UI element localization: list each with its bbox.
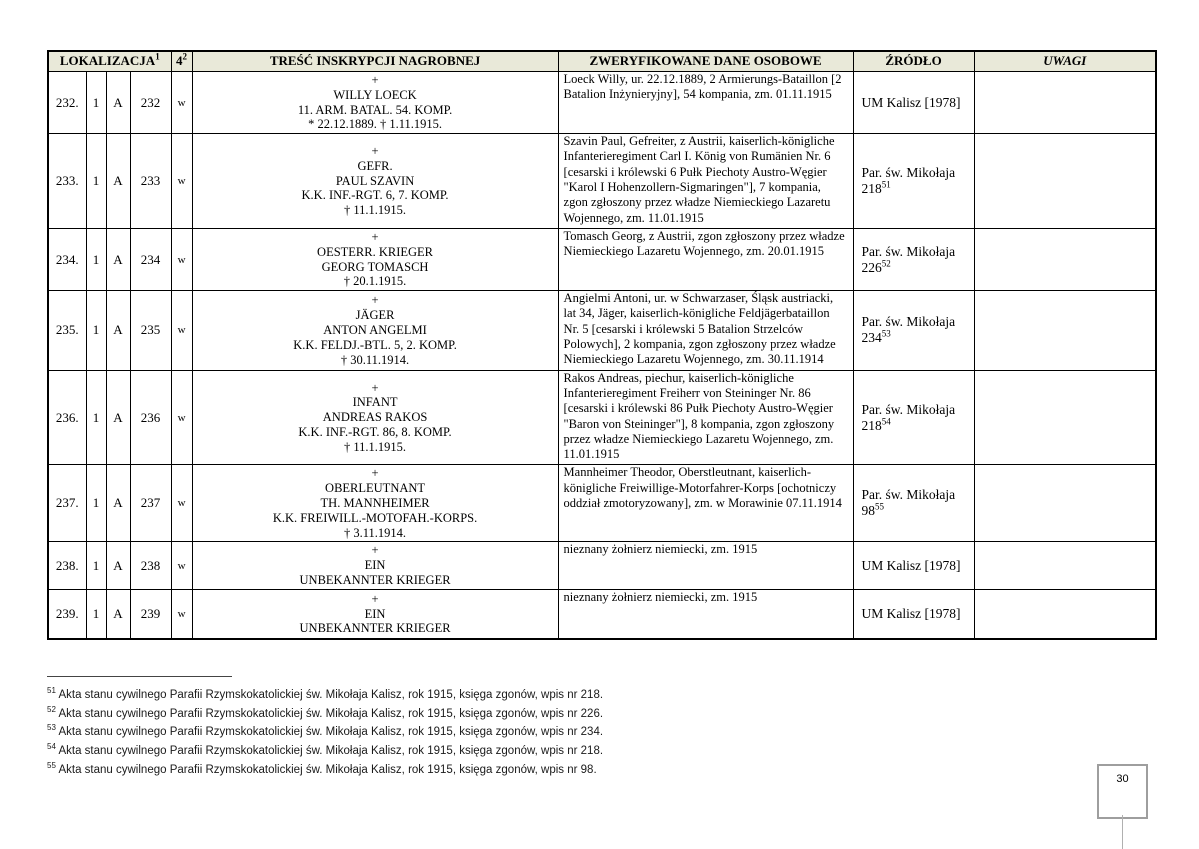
source-text: Par. św. Mikołaja 218 [861,401,956,433]
verified-data-cell: nieznany żołnierz niemiecki, zm. 1915 [558,589,853,639]
marker-type-cell: w [171,72,192,134]
table-row [48,589,1156,639]
location-grave-number-cell: 236 [130,370,171,465]
footnote-number: 54 [47,741,56,751]
location-grave-number-cell: 235 [130,291,171,370]
inscription-line: † 20.1.1915. [343,274,407,289]
header-tresc-inskrypcji: TREŚĆ INSKRYPCJI NAGROBNEJ [192,51,558,72]
table-row [48,370,1156,465]
source-cell [853,228,974,290]
footnote-item [47,703,747,722]
row-number-cell: 238. [48,542,86,589]
inscription-line: † 3.11.1914. [344,525,407,540]
location-grave-number-cell: 239 [130,589,171,639]
verified-data-cell: Szavin Paul, Gefreiter, z Austrii, kaiserlich-königliche Infanterieregiment Carl I. König von Rumänien Nr. 6 [cesarski i królewski 6 Pułk Piechoty Austro-Węgier "Karol I Hohenzollern-Sigmaringen"], 7 kompania, zgon zgłoszony przez władze Niemieckiego Lazaretu Wojennego, zm. 11.01.1915 [558,134,853,229]
inscription-lines [197,73,554,132]
inscription-line: + [371,591,379,606]
inscription-line: GEORG TOMASCH [321,259,429,274]
location-grave-number-cell: 234 [130,228,171,290]
remarks-cell [974,72,1156,134]
location-section-cell: 1 [86,589,106,639]
marker-type-cell: w [171,228,192,290]
footnote-number: 55 [47,760,56,770]
source-text: UM Kalisz [1978] [861,606,961,622]
page-number-box [1097,764,1148,819]
inscription-cell [192,291,558,370]
inscription-line: TH. MANNHEIMER [320,496,430,511]
inscription-line: K.K. INF.-RGT. 86, 8. KOMP. [298,424,452,439]
footnote-text: Akta stanu cywilnego Parafii Rzymskokatolickiej św. Mikołaja Kalisz, rok 1915, księga zgonów, wpis nr 218. [58,688,604,701]
source-text: Par. św. Mikołaja 234 [861,314,956,346]
table-row [48,465,1156,542]
footnote-number: 51 [47,686,56,695]
location-quarter-cell: A [106,589,130,639]
inscription-lines [197,543,554,587]
table-row [48,291,1156,370]
remarks-cell [974,228,1156,290]
remarks-cell [974,134,1156,229]
inscription-cell [192,542,558,589]
inscription-line: EIN [364,558,386,573]
source-footnote-ref: 51 [881,179,891,190]
inscription-line: ANDREAS RAKOS [322,410,428,425]
inscription-lines [197,293,554,367]
inscription-line: + [371,293,379,308]
inscription-cell [192,370,558,465]
remarks-cell [974,589,1156,639]
source-footnote-ref: 55 [875,501,885,512]
inscription-line: † 11.1.1915. [344,439,407,454]
source-footnote-ref: 53 [881,328,891,339]
location-grave-number-cell: 238 [130,542,171,589]
inscription-line: UNBEKANNTER KRIEGER [299,621,451,636]
location-quarter-cell: A [106,370,130,465]
source-text: Par. św. Mikołaja 98 [861,487,956,519]
footnote-item [47,721,747,740]
inscription-lines [197,592,554,636]
inscription-line: + [371,543,379,558]
inscription-line: † 30.11.1914. [340,352,410,367]
inscription-line: EIN [364,606,386,621]
table-header-row [48,51,1156,72]
row-number-cell: 233. [48,134,86,229]
location-quarter-cell: A [106,465,130,542]
source-text: Par. św. Mikołaja 218 [861,165,956,197]
verified-data-cell: Rakos Andreas, piechur, kaiserlich-königliche Infanterieregiment Freiherr von Steininger Nr. 86 [cesarski i królewski 86 Pułk Piechoty Austro-Węgier "Baron von Steininger"], 8 kompania, zgon zgłoszony przez władze Niemieckiego Lazaretu Wojennego, zm. 11.01.1915 [558,370,853,465]
marker-type-cell: w [171,465,192,542]
header-zweryfikowane-dane: ZWERYFIKOWANE DANE OSOBOWE [558,51,853,72]
inscription-line: + [371,466,379,481]
source-cell [853,370,974,465]
footnote-separator-line [47,676,232,677]
inscription-line: WILLY LOECK [333,87,417,102]
row-number-cell: 232. [48,72,86,134]
location-quarter-cell: A [106,228,130,290]
location-quarter-cell: A [106,72,130,134]
location-quarter-cell: A [106,291,130,370]
location-section-cell: 1 [86,465,106,542]
page-number-anchor-line [1122,815,1123,849]
location-grave-number-cell: 237 [130,465,171,542]
footnotes-list [47,684,747,777]
remarks-cell [974,542,1156,589]
source-cell [853,291,974,370]
location-section-cell: 1 [86,291,106,370]
footnote-text: Akta stanu cywilnego Parafii Rzymskokatolickiej św. Mikołaja Kalisz, rok 1915, księga zgonów, wpis nr 234. [58,726,604,739]
remarks-cell [974,291,1156,370]
table-row [48,134,1156,229]
footnotes-section [47,676,747,777]
source-cell [853,542,974,589]
source-footnote-ref: 52 [881,258,891,269]
row-number-cell: 239. [48,589,86,639]
header-uwagi: UWAGI [974,51,1156,72]
inscription-line: UNBEKANNTER KRIEGER [299,573,451,587]
table-row [48,72,1156,134]
row-number-cell: 234. [48,228,86,290]
marker-type-cell: w [171,542,192,589]
inscription-line: * 22.12.1889. † 1.11.1915. [308,117,442,132]
verified-data-cell: Tomasch Georg, z Austrii, zgon zgłoszony przez władze Niemieckiego Lazaretu Wojennego, zm. 20.01.1915 [558,228,853,290]
marker-type-cell: w [171,370,192,465]
inscription-line: PAUL SZAVIN [335,173,415,188]
inscription-lines [197,466,554,540]
source-text: UM Kalisz [1978] [861,94,961,110]
location-section-cell: 1 [86,542,106,589]
marker-type-cell: w [171,291,192,370]
location-grave-number-cell: 232 [130,72,171,134]
page-number: 30 [1116,773,1129,785]
location-grave-number-cell: 233 [130,134,171,229]
inscription-line: K.K. INF.-RGT. 6, 7. KOMP. [301,188,449,203]
inscription-lines [197,144,554,218]
inscription-line: + [371,144,379,159]
inscription-line: JÄGER [355,308,395,323]
location-quarter-cell: A [106,542,130,589]
header-col4 [171,51,192,72]
verified-data-cell: Angielmi Antoni, ur. w Schwarzaser, Śląsk austriacki, lat 34, Jäger, kaiserlich-königliche Feldjägerbataillon Nr. 5 [cesarski i królewski 5 Batalion Strzelców Polowych], 2 kompania, zgon zgłoszony przez władze Niemieckiego Lazaretu Wojennego, zm. 30.11.1914 [558,291,853,370]
table-row [48,228,1156,290]
marker-type-cell: w [171,589,192,639]
location-section-cell: 1 [86,134,106,229]
inscription-lines [197,381,554,455]
inscription-cell [192,465,558,542]
row-number-cell: 237. [48,465,86,542]
inscription-line: + [371,229,379,244]
row-number-cell: 236. [48,370,86,465]
footnote-item [47,684,747,703]
footnote-item [47,740,747,759]
inscription-line: OESTERR. KRIEGER [317,244,434,259]
inscription-lines [197,230,554,289]
inscription-cell [192,134,558,229]
inscription-line: GEFR. [357,158,393,173]
source-text: Par. św. Mikołaja 226 [861,243,956,275]
source-cell [853,134,974,229]
footnote-text: Akta stanu cywilnego Parafii Rzymskokatolickiej św. Mikołaja Kalisz, rok 1915, księga zgonów, wpis nr 98. [58,763,597,776]
header-col4-footnote-ref: 2 [182,51,188,62]
header-lokalizacja-label: LOKALIZACJA [59,53,156,68]
footnote-item [47,759,747,778]
verified-data-cell: nieznany żołnierz niemiecki, zm. 1915 [558,542,853,589]
source-text: UM Kalisz [1978] [861,557,961,573]
inscription-line: K.K. FELDJ.-BTL. 5, 2. KOMP. [293,337,457,352]
verified-data-cell: Mannheimer Theodor, Oberstleutnant, kaiserlich-königliche Freiwillige-Motorfahrer-Korps [ochotniczy oddział zmotoryzowany], zm. w Morawinie 07.11.1914 [558,465,853,542]
footnote-number: 52 [47,704,56,714]
location-section-cell: 1 [86,370,106,465]
source-cell [853,589,974,639]
verified-data-cell: Loeck Willy, ur. 22.12.1889, 2 Armierungs-Bataillon [2 Batalion Inżynieryjny], 54 kompania, zm. 01.11.1915 [558,72,853,134]
header-lokalizacja [48,51,171,72]
location-section-cell: 1 [86,72,106,134]
inscription-line: † 11.1.1915. [344,203,407,218]
source-cell [853,465,974,542]
footnote-number: 53 [47,723,56,733]
inscription-line: 11. ARM. BATAL. 54. KOMP. [297,102,453,117]
footnote-text: Akta stanu cywilnego Parafii Rzymskokatolickiej św. Mikołaja Kalisz, rok 1915, księga zgonów, wpis nr 226. [58,707,604,720]
header-zrodlo: ŹRÓDŁO [853,51,974,72]
inscription-line: OBERLEUTNANT [325,481,426,496]
marker-type-cell: w [171,134,192,229]
row-number-cell: 235. [48,291,86,370]
table-row [48,542,1156,589]
location-quarter-cell: A [106,134,130,229]
inscription-cell [192,589,558,639]
grave-inscriptions-table [47,50,1157,640]
remarks-cell [974,370,1156,465]
footnote-text: Akta stanu cywilnego Parafii Rzymskokatolickiej św. Mikołaja Kalisz, rok 1915, księga zgonów, wpis nr 218. [58,744,604,757]
inscription-line: + [371,380,379,395]
inscription-cell [192,72,558,134]
inscription-line: ANTON ANGELMI [323,323,427,337]
inscription-line: + [371,73,379,87]
location-section-cell: 1 [86,228,106,290]
header-lokalizacja-footnote-ref: 1 [155,51,160,62]
header-col4-label: 4 [176,53,183,68]
remarks-cell [974,465,1156,542]
inscription-cell [192,228,558,290]
inscription-line: K.K. FREIWILL.-MOTOFAH.-KORPS. [272,510,478,525]
inscription-line: INFANT [352,395,398,410]
source-cell [853,72,974,134]
source-footnote-ref: 54 [881,416,891,427]
